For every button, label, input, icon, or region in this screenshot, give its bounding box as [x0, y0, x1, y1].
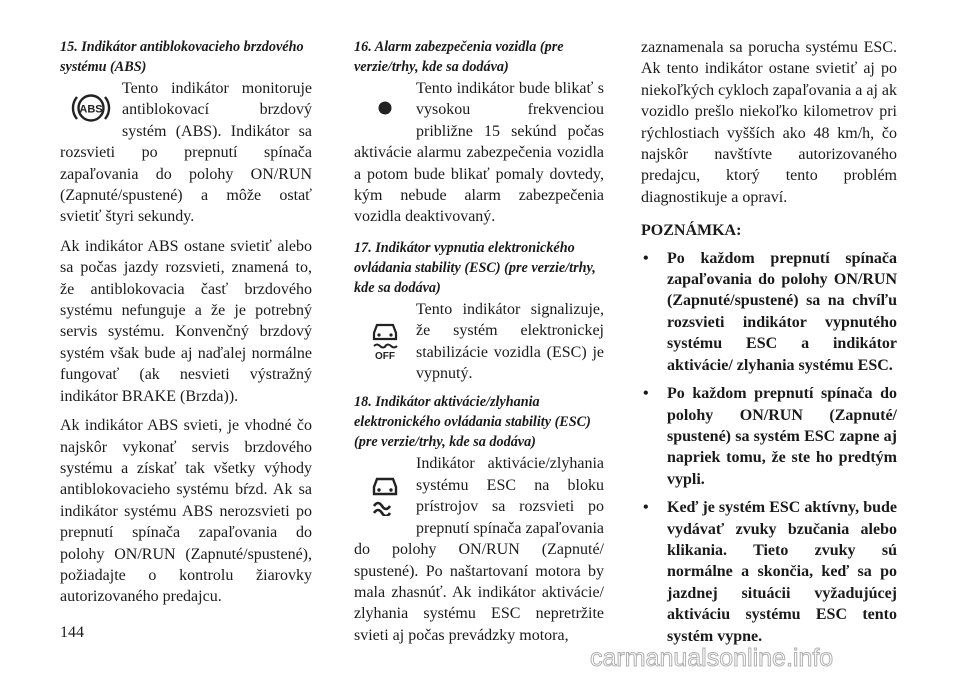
note-item: • Po každom prepnutí spínača do polohy ON/RUN (Zapnuté/ spustené) sa systém ESC zapne aj napriek tomu, že ste ho predtým vypli.	[641, 383, 897, 490]
note-item: • Keď je systém ESC aktívny, bude vydávať zvuky bzučania alebo klikania. Tieto zvuky sú normálne a skončia, keď sa po jazdnej situácii vyžadujúcej aktiváciu systému ESC tento systém vypne.	[641, 497, 897, 647]
esc-activation-section	[354, 453, 604, 646]
abs-intro-text: Tento indikátor monitoruje antiblokovací brzdový systém (ABS). Indikátor sa rozsvieti po prepnutí spínača zapaľovania do polohy ON/RUN (Zapnuté/spustené) a môže ostať svietiť štyri sekundy.	[60, 80, 312, 226]
abs-paragraph-3: Ak indikátor ABS svieti, je vhodné čo najskôr vykonať servis brzdového systému a získať tak všetky výhody antiblokovacieho systému bŕzd. Ak sa indikátor systému ABS nerozsvieti po prepnutí spínača zapaľovania do polohy ON/RUN (Zapnuté/spustené), požiadajte o kontrolu žiarovky autorizovaného predajcu.	[60, 417, 312, 606]
svg-text:OFF: OFF	[375, 350, 395, 361]
note-list	[641, 248, 897, 647]
esc-activation-text: Indikátor aktivácie/zlyhania systému ESC na bloku prístrojov sa rozsvieti po prepnutí spínača zapaľovania do polohy ON/RUN (Zapnuté/ spustené). Po naštartovaní motora by mala zhasnúť. Ak indikátor aktivácie/ zlyhania systému ESC nepretržite svieti aj počas prevádzky motora,	[354, 455, 604, 644]
column-right	[641, 37, 897, 654]
abs-section	[60, 78, 312, 228]
esc-activation-icon	[354, 453, 416, 537]
column-middle	[354, 37, 604, 646]
esc-off-icon	[354, 299, 416, 383]
svg-text:ABS: ABS	[79, 103, 103, 116]
abs-paragraph-2: Ak indikátor ABS ostane svietiť alebo sa počas jazdy rozsvieti, znamená to, že antiblokovacia časť brzdového systému nefunguje a že je potrebný servis systému. Konvenčný brzdový systém však bude aj naďalej normálne fungovať (ak nesvieti výstražný indikátor BRAKE (Brzda)).	[60, 237, 312, 405]
abs-warning-icon	[60, 78, 122, 138]
column-left	[60, 37, 312, 608]
note-item: • Po každom prepnutí spínača zapaľovania do polohy ON/RUN (Zapnuté/spustené) sa na chvíľu rozsvieti indikátor vypnutého systému ESC a indikátor aktivácie/ zlyhania systému ESC.	[641, 248, 897, 376]
watermark: carmanualsonline.info	[590, 644, 834, 672]
alarm-text: Tento indikátor bude blikať s vysokou frekvenciou približne 15 sekúnd počas aktivácie alarmu zabezpečenia vozidla a potom bude blikať pomaly dovtedy, kým nebude alarm zabezpečenia vozidla deaktivovaný.	[354, 80, 604, 226]
esc-off-section	[354, 299, 604, 385]
section-16-heading: 16. Alarm zabezpečenia vozidla (pre verzie/trhy, kde sa dodáva)	[354, 39, 564, 75]
section-15-heading: 15. Indikátor antiblokovacieho brzdového systému (ABS)	[60, 39, 304, 75]
esc-off-text: Tento indikátor signalizuje, že systém elektronickej stabilizácie vozidla (ESC) je vypnutý.	[416, 300, 604, 383]
section-17-heading: 17. Indikátor vypnutia elektronického ovládania stability (ESC) (pre verzie/trhy, kde sa dodáva)	[354, 239, 596, 296]
page-number: 144	[60, 624, 84, 641]
note-title: POZNÁMKA:	[641, 222, 742, 240]
security-alarm-dot-icon	[354, 78, 416, 138]
alarm-section	[354, 78, 604, 228]
esc-continuation-text: zaznamenala sa porucha systému ESC. Ak tento indikátor ostane svietiť aj po niekoľkých cykloch zapaľovania a aj ak vozidlo prešlo niekoľko kilometrov pri rýchlostiach vyšších ako 48 km/h, čo najskôr navštívte autorizovaného predajcu, ktorý tento problém diagnostikuje a opraví.	[641, 39, 897, 206]
section-18-heading: 18. Indikátor aktivácie/zlyhania elektronického ovládania stability (ESC) (pre verzie/trhy, kde sa dodáva)	[354, 394, 591, 451]
